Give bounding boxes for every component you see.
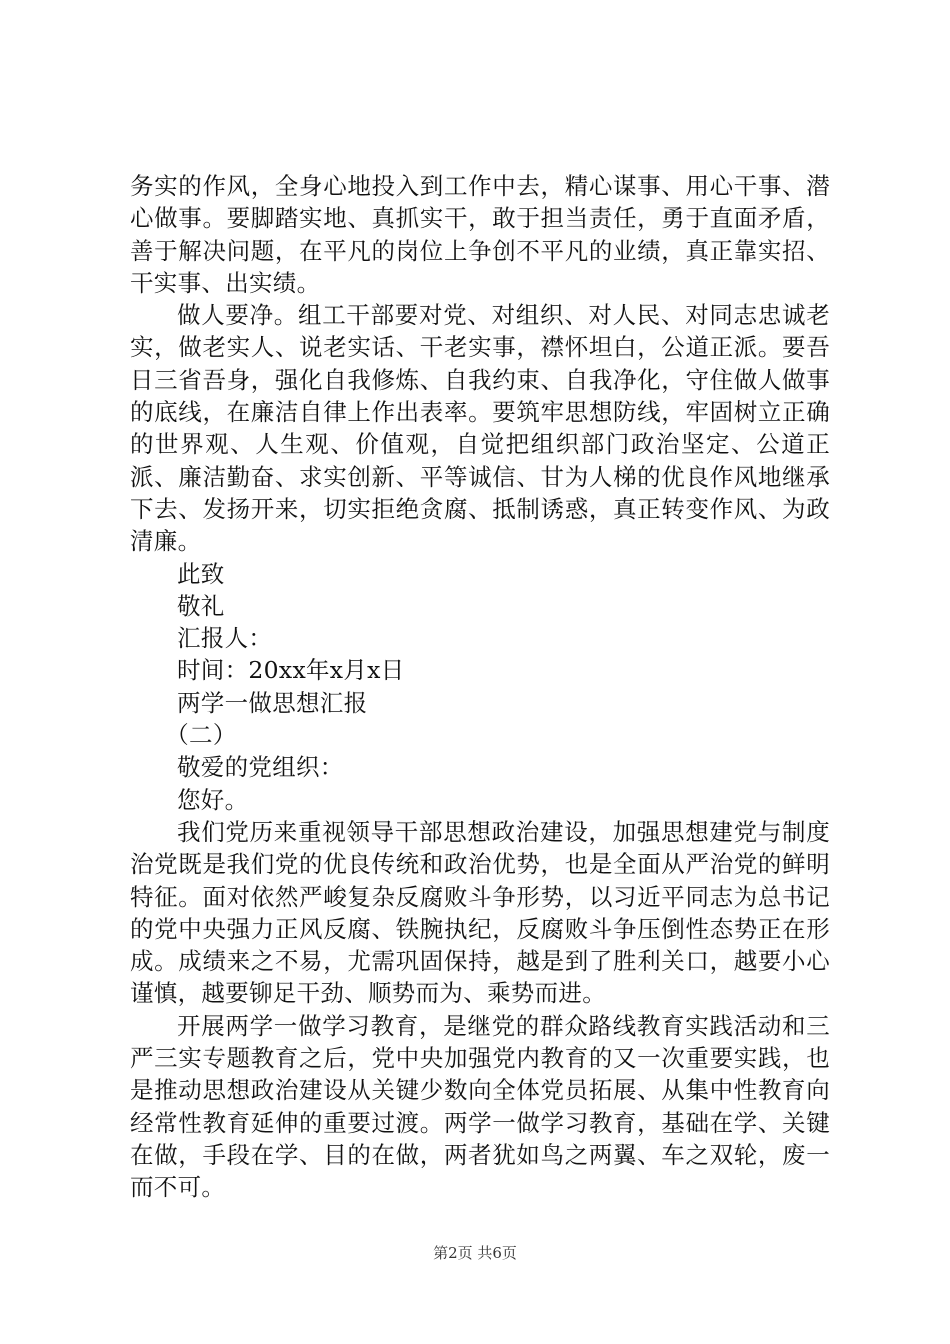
reporter-line: 汇报人：: [177, 624, 273, 653]
body-paragraph-continued: 务实的作风，全身心地投入到工作中去，精心谋事、用心干事、潜心做事。要脚踏实地、真抓实干，敢于担当责任，勇于直面矛盾，善于解决问题，在平凡的岗位上争创不平凡的业绩，真正靠实招、干实事、出实绩。: [130, 172, 830, 297]
body-paragraph-party-building: 我们党历来重视领导干部思想政治建设，加强思想建党与制度治党既是我们党的优良传统和政治优势，也是全面从严治党的鲜明特征。面对依然严峻复杂反腐败斗争形势，以习近平同志为总书记的党中央强力正风反腐、铁腕执纪，反腐败斗争压倒性态势正在形成。成绩来之不易，尤需巩固保持，越是到了胜利关口，越要小心谨慎，越要铆足干劲、顺势而为、乘势而进。: [130, 817, 830, 1008]
body-paragraph-education: 开展两学一做学习教育，是继党的群众路线教育实践活动和三严三实专题教育之后，党中央加强党内教育的又一次重要实践，也是推动思想政治建设从关键少数向全体党员拓展、从集中性教育向经常性教育延伸的重要过渡。两学一做学习教育，基础在学、关键在做，手段在学、目的在做，两者犹如鸟之两翼、车之双轮，废一而不可。: [130, 1011, 830, 1202]
greeting-addressee: 敬爱的党组织：: [177, 753, 344, 782]
document-body: [130, 170, 830, 1204]
section-title: 两学一做思想汇报: [177, 688, 368, 717]
page-footer: 第2页 共6页: [433, 1244, 517, 1262]
date-line: 时间：20xx年x月x日: [177, 656, 405, 685]
greeting-hello: 您好。: [177, 785, 249, 814]
closing-regards: 敬礼: [177, 591, 225, 620]
closing-salutation: 此致: [177, 559, 225, 588]
section-number: （二）: [165, 721, 237, 750]
body-paragraph-integrity: 做人要净。组工干部要对党、对组织、对人民、对同志忠诚老实，做老实人、说老实话、干老实事，襟怀坦白，公道正派。要吾日三省吾身，强化自我修炼、自我约束、自我净化，守住做人做事的底线，在廉洁自律上作出表率。要筑牢思想防线，牢固树立正确的世界观、人生观、价值观，自觉把组织部门政治坚定、公道正派、廉洁勤奋、求实创新、平等诚信、甘为人梯的优良作风地继承下去、发扬开来，切实拒绝贪腐、抵制诱惑，真正转变作风、为政清廉。: [130, 301, 830, 556]
